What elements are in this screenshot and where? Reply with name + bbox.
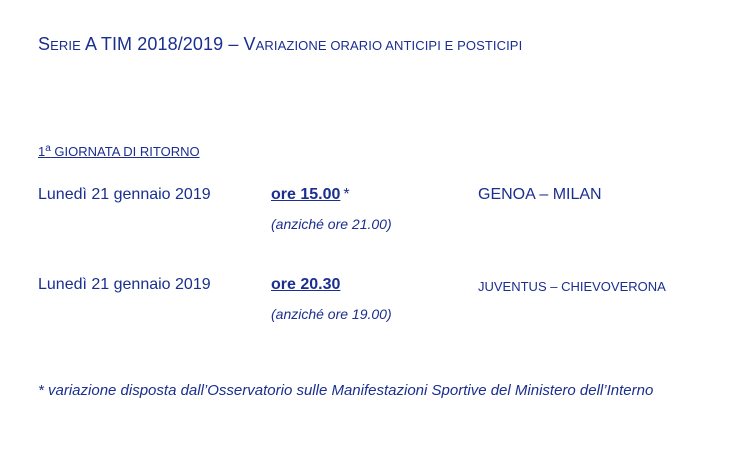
match-teams: GENOA – MILAN — [478, 186, 602, 203]
match-row — [0, 186, 738, 246]
round-heading — [38, 143, 200, 159]
round-number: 1 — [38, 144, 46, 159]
match-time — [271, 186, 350, 204]
match-original-time: (anziché ore 21.00) — [271, 216, 392, 232]
round-label: GIORNATA DI RITORNO — [50, 144, 200, 159]
match-time — [271, 276, 343, 294]
title-variazione: ARIAZIONE ORARIO ANTICIPI E POSTICIPI — [255, 38, 523, 53]
match-row — [0, 276, 738, 336]
title-middle: A TIM 2018/2019 – — [80, 34, 244, 54]
match-time-value: ore 15.00 — [271, 186, 341, 203]
page-title — [38, 34, 522, 55]
round-number-sup: a — [45, 143, 51, 154]
title-initial-s: S — [38, 34, 51, 54]
match-original-time: (anziché ore 19.00) — [271, 306, 392, 322]
title-erie: ERIE — [50, 38, 81, 53]
match-time-star: * — [343, 186, 350, 203]
match-time-value: ore 20.30 — [271, 276, 341, 293]
match-date: Lunedì 21 gennaio 2019 — [38, 186, 211, 203]
title-initial-v: V — [243, 34, 256, 54]
footnote: * variazione disposta dall’Osservatorio sulle Manifestazioni Sportive del Ministero dell’Interno — [38, 382, 654, 399]
match-teams: JUVENTUS – CHIEVOVERONA — [478, 279, 666, 294]
match-date: Lunedì 21 gennaio 2019 — [38, 276, 211, 293]
